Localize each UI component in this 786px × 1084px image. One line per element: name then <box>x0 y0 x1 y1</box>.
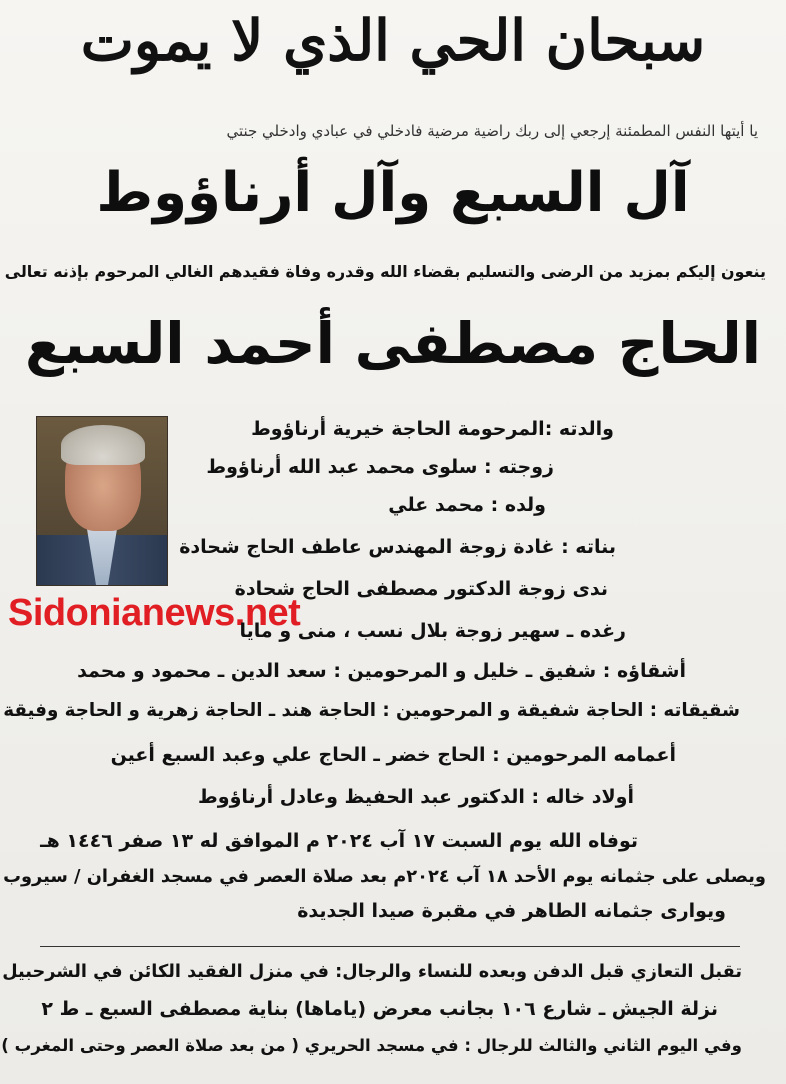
families-title: آل السبع وآل أرناؤوط <box>96 160 690 224</box>
burial-line: ويوارى جثمانه الطاهر في مقبرة صيدا الجديدة <box>297 900 726 922</box>
deceased-photo <box>36 416 168 586</box>
deceased-name: الحاج مصطفى أحمد السبع <box>24 312 762 377</box>
condolences-line-1: تقبل التعازي قبل الدفن وبعده للنساء والرجال: في منزل الفقيد الكائن في الشرحبيل <box>2 962 742 982</box>
daughters-line-1: بناته : غادة زوجة المهندس عاطف الحاج شحادة <box>179 536 616 558</box>
death-date-line: توفاه الله يوم السبت ١٧ آب ٢٠٢٤ م الموافق له ١٣ صفر ١٤٤٦ هـ <box>40 830 638 852</box>
uncles-line: أعمامه المرحومين : الحاج خضر ـ الحاج علي وعبد السبع أعين <box>110 744 676 766</box>
divider <box>40 946 740 947</box>
announcement-text: ينعون إليكم بمزيد من الرضى والتسليم بقضاء الله وقدره وفاة فقيدهم الغالي المرحوم بإذنه تعالى <box>4 262 766 281</box>
cousins-line: أولاد خاله : الدكتور عبد الحفيظ وعادل أرناؤوط <box>198 786 634 808</box>
wife-line: زوجته : سلوى محمد عبد الله أرناؤوط <box>206 456 554 478</box>
condolences-line-3: وفي اليوم الثاني والثالث للرجال : في مسجد الحريري ( من بعد صلاة العصر وحتى المغرب ) <box>1 1036 742 1055</box>
daughters-line-3: رغده ـ سهير زوجة بلال نسب ، منى و مايا <box>239 620 626 642</box>
watermark: Sidonianews.net <box>8 592 301 634</box>
son-line: ولده : محمد علي <box>388 494 546 516</box>
quran-verse: يا أيتها النفس المطمئنة إرجعي إلى ربك راضية مرضية فادخلي في عبادي وادخلي جنتي <box>226 122 758 140</box>
basmala-heading: سبحان الحي الذي لا يموت <box>80 8 706 74</box>
brothers-line: أشقاؤه : شفيق ـ خليل و المرحومين : سعد الدين ـ محمود و محمد <box>77 660 686 682</box>
condolences-line-2: نزلة الجيش ـ شارع ١٠٦ بجانب معرض (ياماها) بناية مصطفى السبع ـ ط ٢ <box>41 998 718 1020</box>
funeral-prayer-line: ويصلى على جثمانه يوم الأحد ١٨ آب ٢٠٢٤م بعد صلاة العصر في مسجد الغفران / سيروب <box>3 866 766 887</box>
sisters-line: شقيقاته : الحاجة شفيقة و المرحومين : الحاجة هند ـ الحاجة زهرية و الحاجة وفيقة <box>3 700 740 721</box>
mother-line: والدته :المرحومة الحاجة خيرية أرناؤوط <box>251 418 614 440</box>
daughters-line-2: ندى زوجة الدكتور مصطفى الحاج شحادة <box>234 578 608 600</box>
